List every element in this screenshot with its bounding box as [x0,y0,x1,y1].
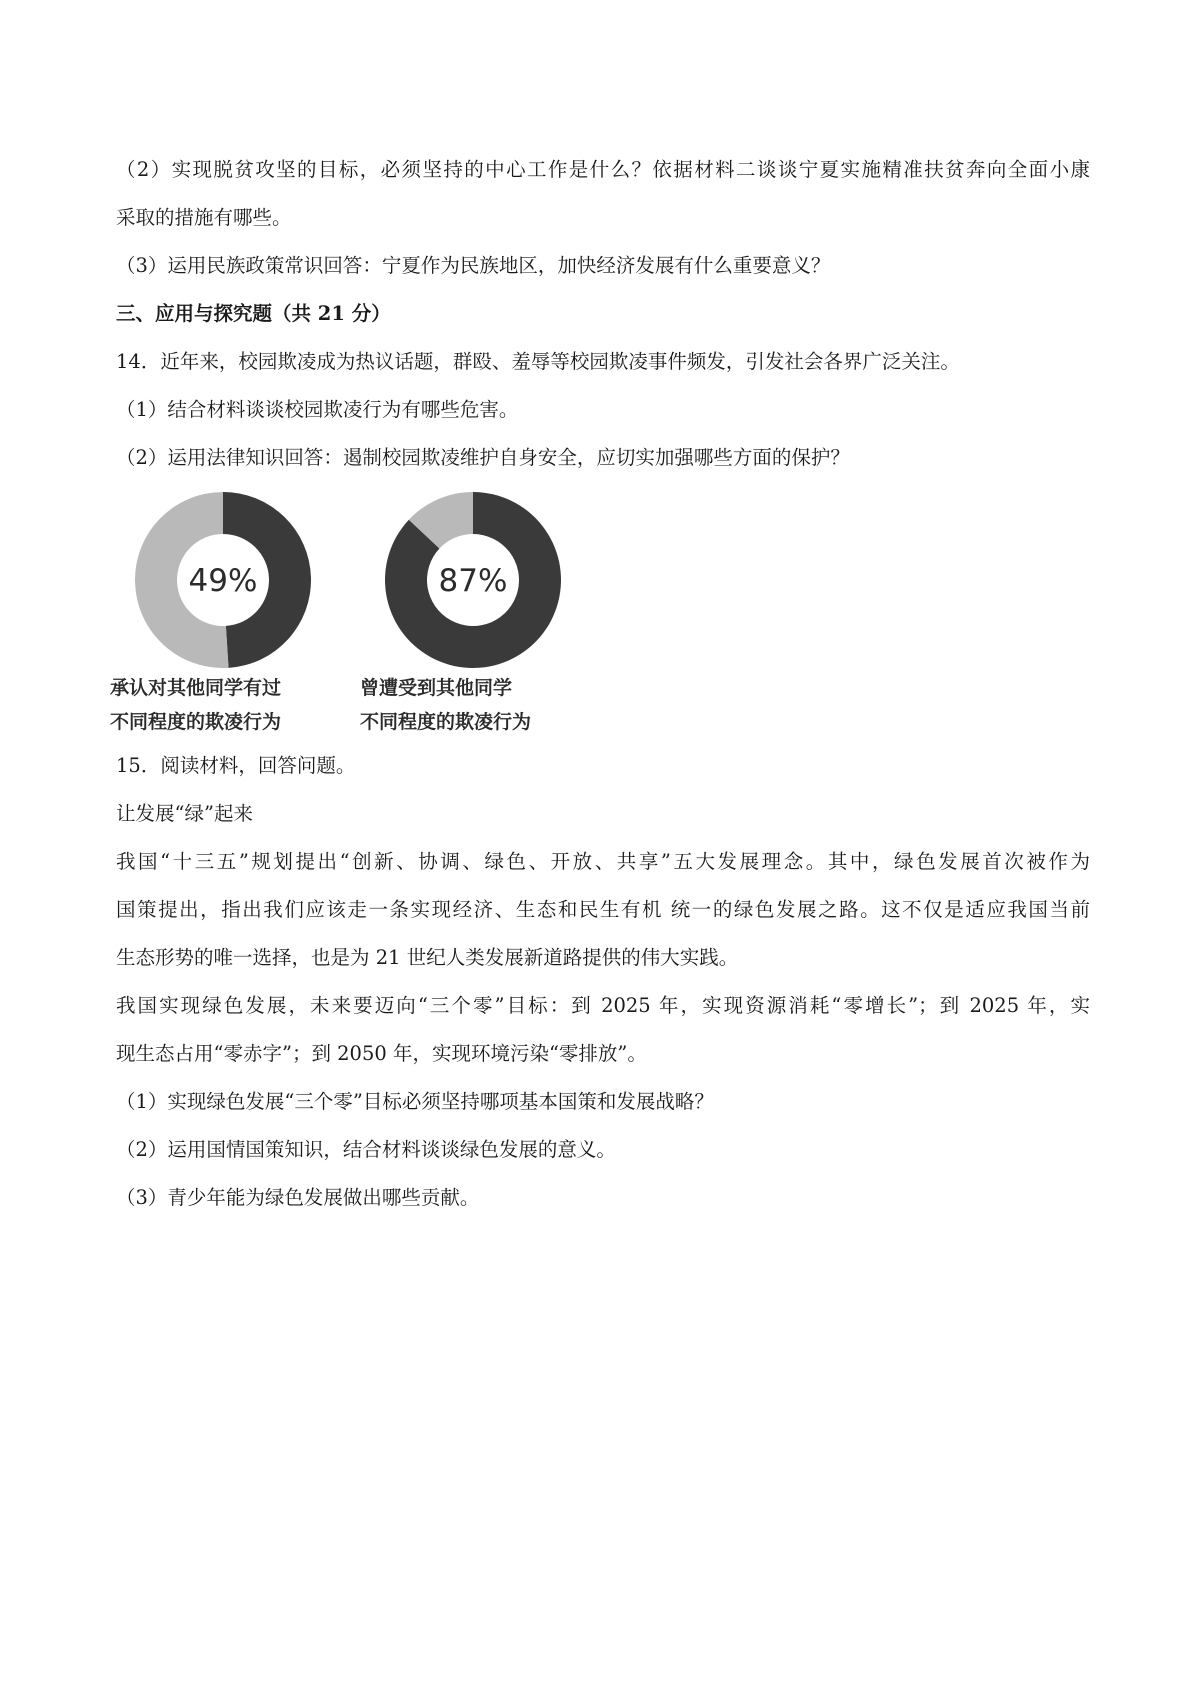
material-paragraph1-line2: 国策提出，指出我们应该走一条实现经济、生态和民生有机 统一的绿色发展之路。这不仅是适应我国当前 [116,898,1090,921]
question-13-2-line1: （2）实现脱贫攻坚的目标，必须坚持的中心工作是什么？依据材料二谈谈宁夏实施精准扶贫奔向全面小康 [116,158,1090,181]
chart-caption-line1: 承认对其他同学有过 [110,677,282,699]
chart-caption-line2: 不同程度的欺凌行为 [110,711,282,733]
donut-svg-2 [383,490,563,670]
question-15-2: （2）运用国情国策知识，结合材料谈谈绿色发展的意义。 [116,1138,616,1161]
material-title: 让发展“绿”起来 [116,802,253,825]
material-paragraph2-line1: 我国实现绿色发展，未来要迈向“三个零”目标：到 2025 年，实现资源消耗“零增长”；到 2025 年，实 [116,994,1090,1017]
donut-center-label: 49% [188,563,258,599]
question-14: 14．近年来，校园欺凌成为热议话题，群殴、羞辱等校园欺凌事件频发，引发社会各界广泛关注。 [116,350,960,373]
question-15-1: （1）实现绿色发展“三个零”目标必须坚持哪项基本国策和发展战略？ [116,1090,714,1113]
chart-caption-line2: 不同程度的欺凌行为 [360,711,532,733]
question-14-1: （1）结合材料谈谈校园欺凌行为有哪些危害。 [116,398,519,421]
material-paragraph2-line2: 现生态占用“零赤字”；到 2050 年，实现环境污染“零排放”。 [116,1042,647,1065]
donut-chart-bully-others [110,490,340,738]
material-paragraph1-line3: 生态形势的唯一选择，也是为 21 世纪人类发展新道路提供的伟大实践。 [116,946,739,969]
material-paragraph1-line1: 我国“十三五”规划提出“创新、协调、绿色、开放、共享”五大发展理念。其中，绿色发展首次被作为 [116,850,1090,873]
donut-center-label: 87% [438,563,508,599]
question-15-3: （3）青少年能为绿色发展做出哪些贡献。 [116,1186,480,1209]
section-heading-application: 三、应用与探究题（共 21 分） [116,302,391,325]
question-14-2: （2）运用法律知识回答：遏制校园欺凌维护自身安全，应切实加强哪些方面的保护？ [116,446,850,469]
chart-caption-line1: 曾遭受到其他同学 [360,677,513,699]
donut-svg-1 [133,490,313,670]
question-15: 15．阅读材料，回答问题。 [116,754,356,777]
question-13-3: （3）运用民族政策常识回答：宁夏作为民族地区，加快经济发展有什么重要意义？ [116,254,831,277]
donut-chart-bullied [360,490,590,738]
question-13-2-line2: 采取的措施有哪些。 [116,206,292,229]
